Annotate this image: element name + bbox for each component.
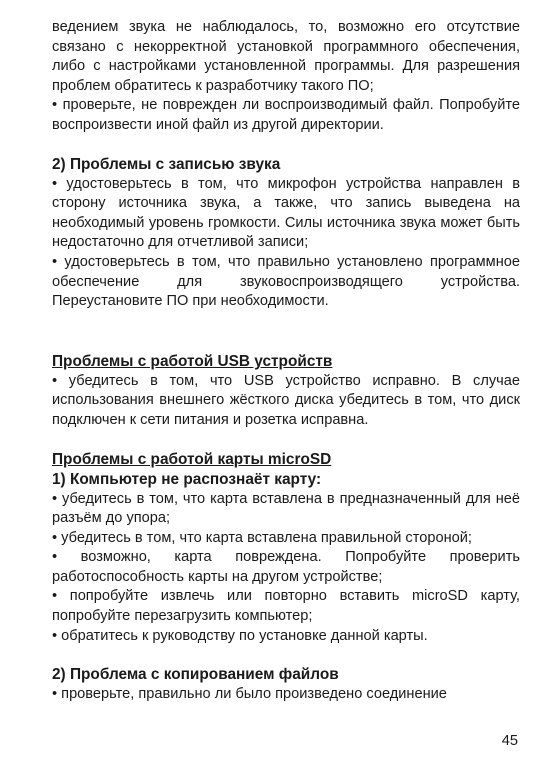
microsd-bullet-2: • убедитесь в том, что карта вставлена правильной стороной; — [52, 529, 472, 546]
page-body — [52, 18, 520, 705]
microsd-bullet-4: • попробуйте извлечь или повторно вставить microSD карту, попробуйте перезагрузить компьютер; — [52, 588, 520, 625]
usb-bullet-1: • убедитесь в том, что USB устройство исправно. В случае использования внешнего жёсткого диска убедитесь в том, что диск подключен к сети питания и розетка исправна. — [52, 372, 520, 428]
page-number: 45 — [501, 733, 518, 749]
intro-paragraph: ведением звука не наблюдалось, то, возможно его отсутствие связано с некорректной установкой программного обеспечения, либо с настройками установленной программы. Для разрешения проблем обратитесь к разработчику такого ПО; — [52, 19, 520, 94]
intro-bullet: • проверьте, не поврежден ли воспроизводимый файл. Попробуйте воспроизвести иной файл из другой директории. — [52, 97, 520, 133]
microsd-bullet-5: • обратитесь к руководству по установке данной карты. — [52, 627, 428, 644]
section-copy-title: 2) Проблема с копированием файлов — [52, 666, 339, 684]
record-bullet-1: • удостоверьтесь в том, что микрофон устройства направлен в сторону источника звука, а также, что запись выведена на необходимый уровень громкости. Силы источника звука может быть недостаточно для отчетливой записи; — [52, 175, 520, 251]
section-record-title: 2) Проблемы с записью звука — [52, 155, 281, 173]
section-usb-title: Проблемы с работой USB устройств — [52, 352, 333, 370]
section-microsd-subtitle: 1) Компьютер не распознаёт карту: — [52, 470, 322, 488]
microsd-bullet-3: • возможно, карта повреждена. Попробуйте проверить работоспособность карты на другом устройстве; — [52, 549, 520, 585]
copy-bullet-1: • проверьте, правильно ли было произведено соединение — [52, 686, 447, 703]
section-microsd-title: Проблемы с работой карты microSD — [52, 450, 332, 468]
microsd-bullet-1: • убедитесь в том, что карта вставлена в предназначенный для неё разъём до упора; — [52, 490, 520, 527]
record-bullet-2: • удостоверьтесь в том, что правильно установлено программное обеспечение для звуковоспроизводящего устройства. Переустановите ПО при необходимости. — [52, 253, 520, 310]
